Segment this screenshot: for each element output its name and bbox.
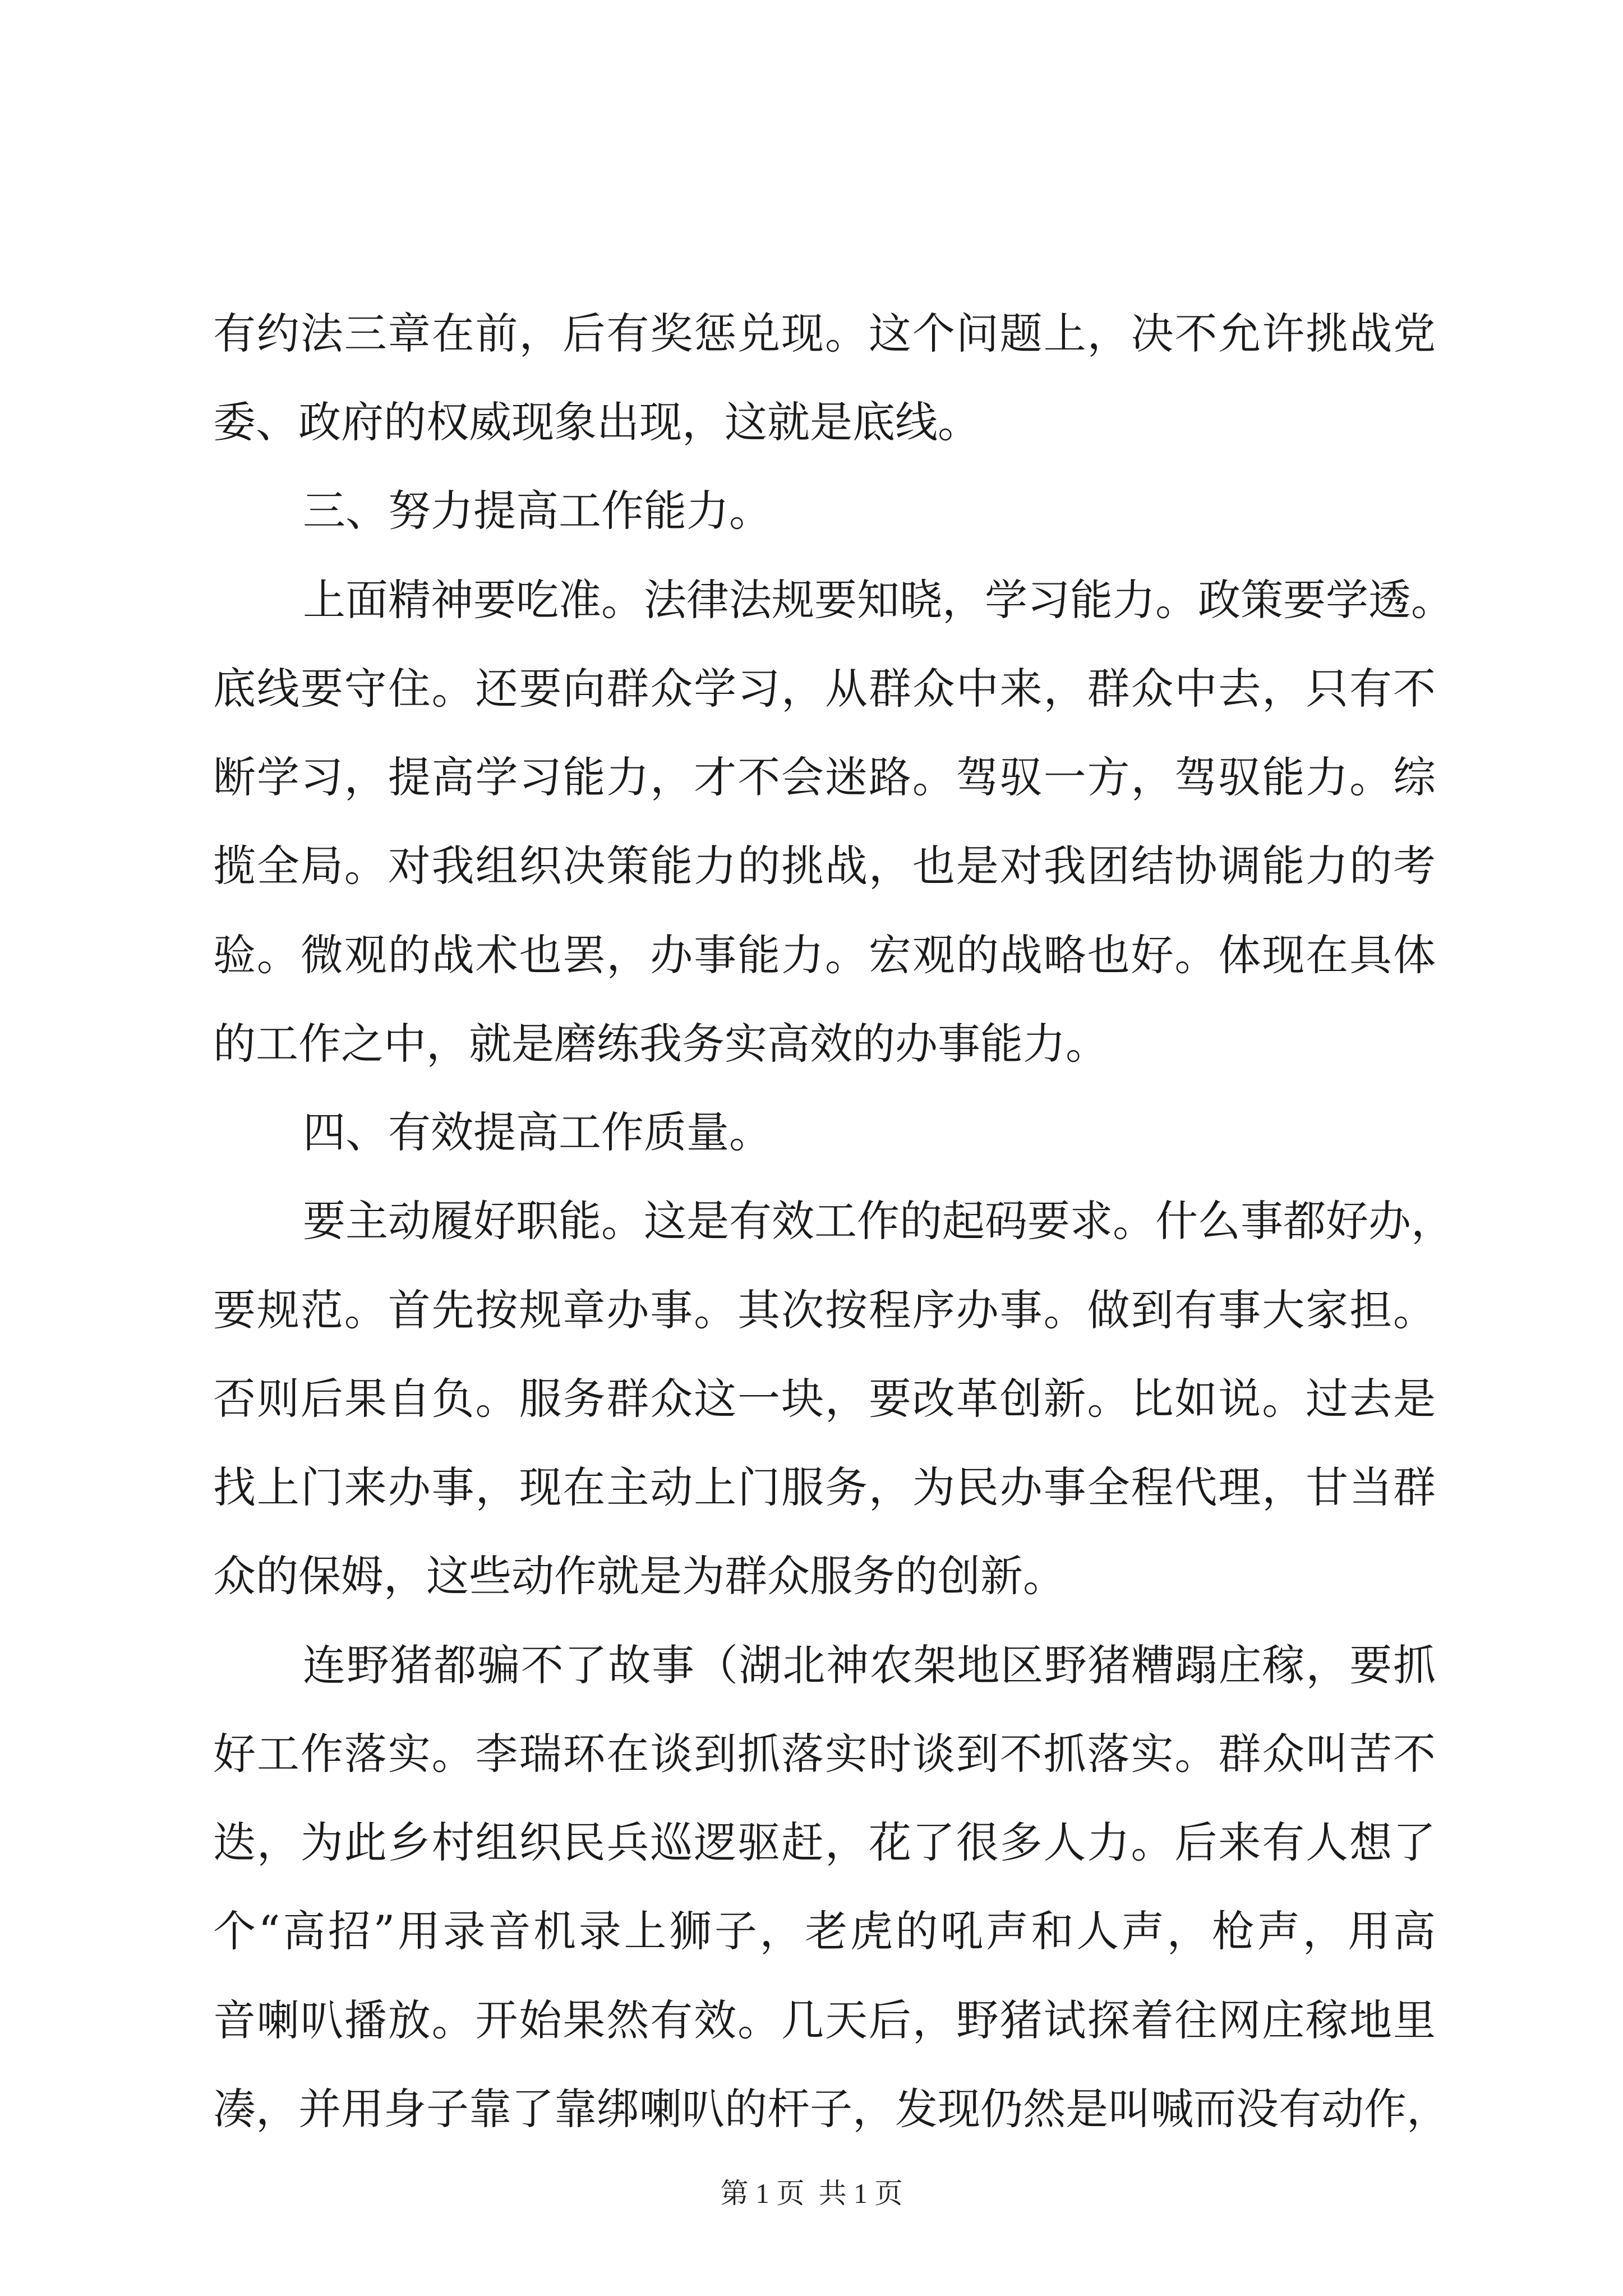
text-line: 断学习，提高学习能力，才不会迷路。驾驭一方，驾驭能力。综 [213, 752, 1436, 802]
text-line: 要主动履好职能。这是有效工作的起码要求。什么事都好办， [303, 1196, 1454, 1246]
text-line: 众的保姆，这些动作就是为群众服务的创新。 [213, 1551, 1066, 1601]
text-line: 好工作落实。李瑞环在谈到抓落实时谈到不抓落实。群众叫苦不 [213, 1729, 1436, 1779]
text-line: 的工作之中，就是磨练我务实高效的办事能力。 [213, 1019, 1108, 1069]
text-line: 否则后果自负。服务群众这一块，要改革创新。比如说。过去是 [213, 1374, 1436, 1424]
text-line: 委、政府的权威现象出现，这就是底线。 [213, 397, 980, 447]
text-line: 找上门来办事，现在主动上门服务，为民办事全程代理，甘当群 [213, 1462, 1436, 1512]
section-heading: 四、有效提高工作质量。 [303, 1107, 772, 1157]
text-line: 验。微观的战术也罢，办事能力。宏观的战略也好。体现在具体 [213, 930, 1436, 980]
text-line: 音喇叭播放。开始果然有效。几天后，野猪试探着往网庄稼地里 [213, 1995, 1436, 2045]
text-line: 迭，为此乡村组织民兵巡逻驱赶，花了很多人力。后来有人想了 [213, 1818, 1436, 1867]
text-line: 有约法三章在前，后有奖惩兑现。这个问题上，决不允许挑战党 [213, 309, 1436, 358]
text-line: 凑，并用身子靠了靠绑喇叭的杆子，发现仍然是叫喊而没有动作， [213, 2084, 1449, 2134]
text-line: 揽全局。对我组织决策能力的挑战，也是对我团结协调能力的考 [213, 841, 1436, 891]
page-footer [0, 2171, 1623, 2211]
text-line: 要规范。首先按规章办事。其次按程序办事。做到有事大家担。 [213, 1285, 1436, 1335]
text-line: 连野猪都骗不了故事（湖北神农架地区野猪糟蹋庄稼，要抓 [303, 1640, 1436, 1690]
text-line: 底线要守住。还要向群众学习，从群众中来，群众中去，只有不 [213, 664, 1436, 714]
text-line: 上面精神要吃准。法律法规要知晓，学习能力。政策要学透。 [303, 575, 1454, 625]
section-heading: 三、努力提高工作能力。 [303, 486, 772, 536]
text-line: 个“高招”用录音机录上狮子，老虎的吼声和人声，枪声，用高 [213, 1906, 1436, 1956]
page-number: 第 1 页 共 1 页 [720, 2178, 903, 2209]
